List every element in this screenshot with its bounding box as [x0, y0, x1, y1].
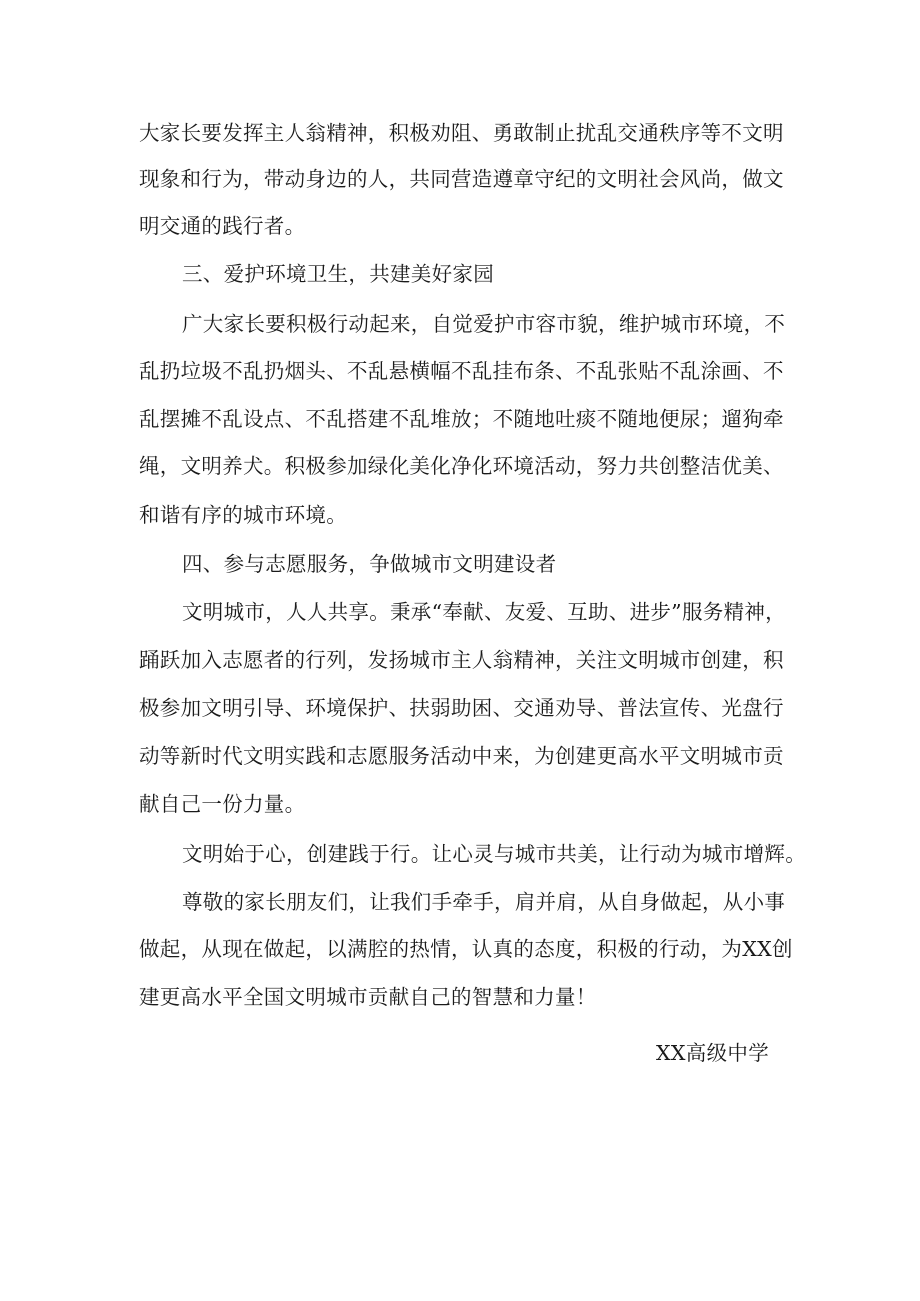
text-line: 大家长要发挥主人翁精神，积极劝阻、勇敢制止扰乱交通秩序等不文明	[139, 121, 784, 145]
text-line: 文明城市，人人共享。秉承“奉献、友爱、互助、进步”服务精神，	[182, 600, 786, 624]
text-line: 绳，文明养犬。积极参加绿化美化净化环境活动，努力共创整洁优美、	[139, 454, 784, 478]
text-line: 现象和行为，带动身边的人，共同营造遵章守纪的文明社会风尚，做文	[139, 167, 784, 191]
text-line: 文明始于心，创建践于行。让心灵与城市共美，让行动为城市增辉。	[182, 842, 806, 866]
text-line: 踊跃加入志愿者的行列，发扬城市主人翁精神，关注文明城市创建，积	[139, 648, 784, 672]
text-line: 和谐有序的城市环境。	[139, 503, 347, 527]
text-line: 明交通的践行者。	[139, 214, 306, 238]
text-line: 做起，从现在做起，以满腔的热情，认真的态度，积极的行动，为XX创	[139, 937, 793, 961]
text-line: 建更高水平全国文明城市贡献自己的智慧和力量！	[139, 985, 597, 1009]
text-line: 乱摆摊不乱设点、不乱搭建不乱堆放；不随地吐痰不随地便尿；遛狗牵	[139, 407, 784, 431]
signature: XX高级中学	[656, 1041, 769, 1065]
text-line: 尊敬的家长朋友们，让我们手牵手，肩并肩，从自身做起，从小事	[182, 890, 786, 914]
text-line: 极参加文明引导、环境保护、扶弱助困、交通劝导、普法宣传、光盘行	[139, 696, 784, 720]
text-line: 动等新时代文明实践和志愿服务活动中来，为创建更高水平文明城市贡	[139, 744, 784, 768]
section-heading-4: 四、参与志愿服务，争做城市文明建设者	[182, 552, 557, 576]
section-heading-3: 三、爱护环境卫生，共建美好家园	[182, 262, 494, 286]
text-line: 广大家长要积极行动起来，自觉爱护市容市貌，维护城市环境，不	[182, 312, 786, 336]
text-line: 乱扔垃圾不乱扔烟头、不乱悬横幅不乱挂布条、不乱张贴不乱涂画、不	[139, 359, 784, 383]
text-line: 献自己一份力量。	[139, 792, 306, 816]
